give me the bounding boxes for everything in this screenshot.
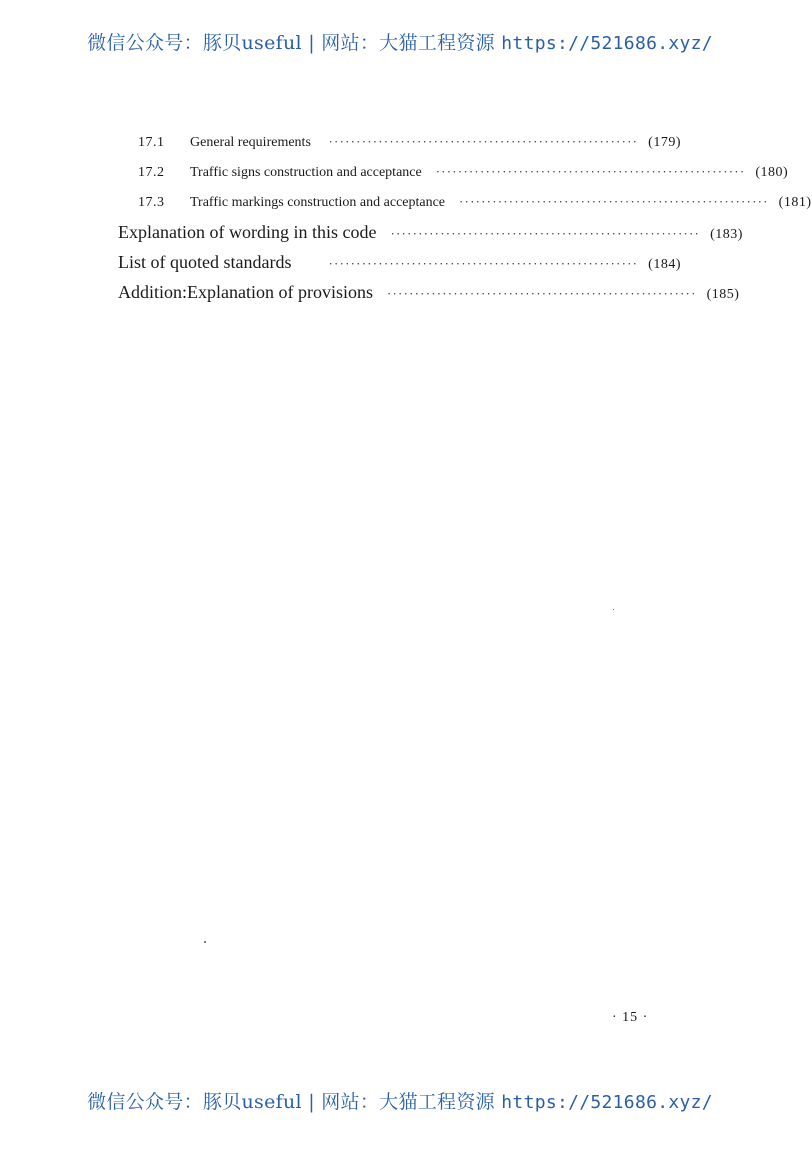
dot-leader: ························································ [435, 164, 746, 179]
toc-entry-17-3[interactable] [138, 194, 812, 224]
toc-entry-number: 17.1 [138, 135, 165, 150]
watermark-bottom [0, 1087, 800, 1114]
toc-entry-title: Addition:Explanation of provisions [118, 282, 373, 302]
toc-entry-title: Traffic signs construction and acceptance [190, 165, 422, 180]
dot-leader: ························································ [459, 194, 769, 209]
toc-entry-page: (185) [706, 287, 740, 302]
toc-entry-page: (179) [648, 135, 681, 150]
toc-entry-title: List of quoted standards [118, 252, 292, 272]
dot-leader: ························································ [386, 286, 697, 301]
toc-entry-17-1[interactable] [138, 134, 681, 164]
toc-entry-title: General requirements [190, 135, 311, 150]
watermark-text: 微信公众号：豚贝useful | 网站：大猫工程资源 [87, 1091, 502, 1113]
dot-leader: ························································ [328, 256, 639, 271]
dot-leader: ························································ [390, 226, 701, 241]
watermark-url[interactable]: https://521686.xyz/ [501, 33, 713, 54]
toc-entry-page: (183) [710, 227, 743, 242]
toc-entry-explanation-of-wording[interactable] [118, 222, 743, 252]
toc-entry-number: 17.3 [138, 195, 165, 210]
dot-leader: ························································ [328, 134, 639, 149]
toc-entry-title: Explanation of wording in this code [118, 222, 377, 242]
scan-speck [613, 609, 614, 610]
watermark-top [0, 28, 800, 55]
toc-entry-list-of-quoted-standards[interactable] [118, 252, 681, 282]
watermark-text: 微信公众号：豚贝useful | 网站：大猫工程资源 [87, 32, 502, 54]
toc-entry-page: (184) [648, 257, 681, 272]
toc-entry-addition-explanation[interactable] [118, 282, 740, 312]
toc-entry-page: (180) [755, 165, 789, 180]
page-number: · 15 · [612, 1010, 649, 1025]
scan-speck [204, 941, 206, 943]
toc-entry-page: (181) [778, 195, 812, 210]
toc-entry-number: 17.2 [138, 165, 165, 180]
watermark-url[interactable]: https://521686.xyz/ [501, 1092, 713, 1113]
toc-entry-17-2[interactable] [138, 164, 789, 194]
toc-entry-title: Traffic markings construction and acceptance [190, 195, 446, 210]
